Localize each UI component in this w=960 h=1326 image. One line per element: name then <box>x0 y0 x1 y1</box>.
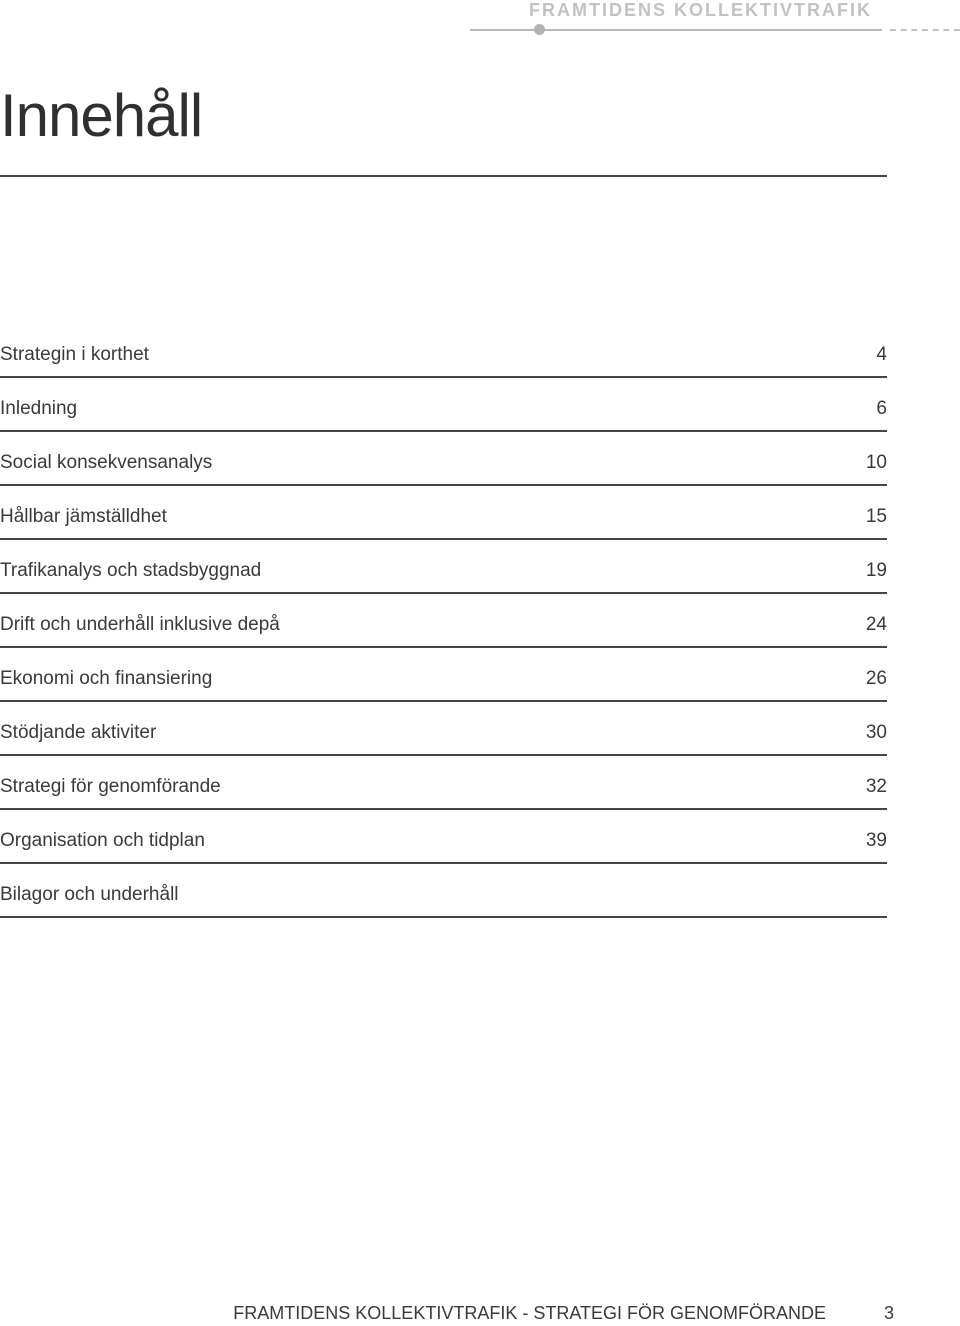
toc-entry-label: Bilagor och underhåll <box>0 884 179 905</box>
toc-entry <box>0 378 887 432</box>
toc-entry <box>0 864 887 918</box>
toc-entry-page: 4 <box>876 344 887 365</box>
toc-entry-page: 30 <box>865 722 887 743</box>
footer-page-number: 3 <box>883 1303 894 1323</box>
page-title: Innehåll <box>0 82 203 149</box>
toc-entry-label: Trafikanalys och stadsbyggnad <box>0 560 262 581</box>
toc-entry-label: Social konsekvensanalys <box>0 452 213 473</box>
toc-entry-page: 15 <box>865 506 887 527</box>
toc-entry-page: 6 <box>876 398 887 419</box>
toc-entry-label: Organisation och tidplan <box>0 830 205 851</box>
table-of-contents <box>0 324 887 918</box>
running-header-title: FRAMTIDENS KOLLEKTIVTRAFIK <box>529 0 872 20</box>
header-dot-icon <box>534 24 545 35</box>
toc-entry <box>0 756 887 810</box>
toc-entry-page: 19 <box>865 560 887 581</box>
toc-entry-label: Hållbar jämställdhet <box>0 506 167 527</box>
toc-entry-page: 10 <box>865 452 887 473</box>
footer-running-title: FRAMTIDENS KOLLEKTIVTRAFIK - STRATEGI FÖR GENOMFÖRANDE <box>233 1303 826 1323</box>
toc-entry-page: 24 <box>865 614 887 635</box>
toc-entry-label: Stödjande aktiviter <box>0 722 157 743</box>
toc-entry <box>0 540 887 594</box>
toc-entry-label: Strategi för genomförande <box>0 776 221 797</box>
toc-entry <box>0 648 887 702</box>
toc-entry-page: 39 <box>865 830 887 851</box>
running-header <box>470 0 960 40</box>
toc-entry <box>0 324 887 378</box>
toc-entry-label: Inledning <box>0 398 78 419</box>
header-rule <box>470 29 882 31</box>
toc-entry <box>0 594 887 648</box>
toc-entry <box>0 810 887 864</box>
toc-entry <box>0 432 887 486</box>
title-divider <box>0 175 887 177</box>
toc-entry-label: Strategin i korthet <box>0 344 149 365</box>
toc-entry <box>0 702 887 756</box>
toc-entry-label: Drift och underhåll inklusive depå <box>0 614 280 635</box>
toc-entry-page: 26 <box>865 668 887 689</box>
toc-entry <box>0 486 887 540</box>
header-dashed-rule <box>890 29 960 31</box>
toc-entry-label: Ekonomi och finansiering <box>0 668 213 689</box>
toc-entry-page: 32 <box>865 776 887 797</box>
